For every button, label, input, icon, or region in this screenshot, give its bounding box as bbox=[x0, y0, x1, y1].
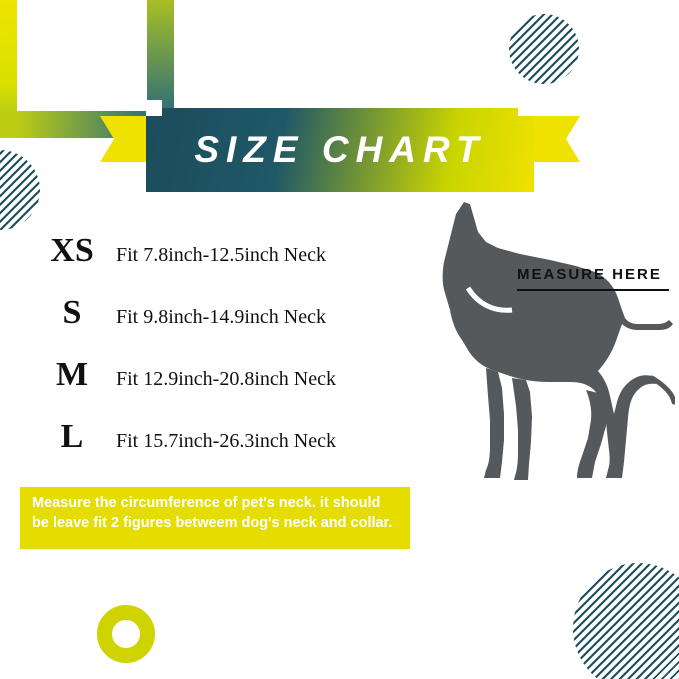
size-description: Fit 15.7inch-26.3inch Neck bbox=[116, 430, 336, 452]
stripe-fill bbox=[573, 563, 679, 679]
size-code: S bbox=[62, 294, 82, 331]
ribbon-notch-left bbox=[146, 100, 162, 116]
size-description: Fit 9.8inch-14.9inch Neck bbox=[116, 306, 326, 328]
dog-silhouette-icon bbox=[390, 200, 675, 495]
size-row-xs bbox=[28, 232, 418, 278]
size-row-s bbox=[28, 294, 418, 340]
stripe-fill bbox=[0, 150, 40, 230]
size-row-l bbox=[28, 418, 418, 464]
measure-here-label: MEASURE HERE bbox=[517, 266, 669, 291]
page-title: SIZE CHART bbox=[194, 129, 486, 170]
size-chart-banner bbox=[100, 108, 580, 192]
stripe-fill bbox=[509, 14, 579, 84]
size-code: XS bbox=[50, 232, 94, 269]
size-description: Fit 7.8inch-12.5inch Neck bbox=[116, 244, 326, 266]
size-code: M bbox=[55, 356, 89, 393]
footer-note: Measure the circumference of pet's neck. it should be leave fit 2 figures betweem dog's neck and collar. bbox=[20, 487, 410, 549]
striped-circle-left bbox=[0, 150, 40, 230]
ribbon-notch-right bbox=[518, 100, 534, 116]
size-description: Fit 12.9inch-20.8inch Neck bbox=[116, 368, 336, 390]
size-row-m bbox=[28, 356, 418, 402]
ring-decoration-bottom-left bbox=[97, 605, 155, 663]
striped-circle-bottom-right bbox=[573, 563, 679, 679]
striped-circle-top-right bbox=[509, 14, 579, 84]
size-list bbox=[28, 232, 418, 480]
size-code: L bbox=[60, 418, 84, 455]
